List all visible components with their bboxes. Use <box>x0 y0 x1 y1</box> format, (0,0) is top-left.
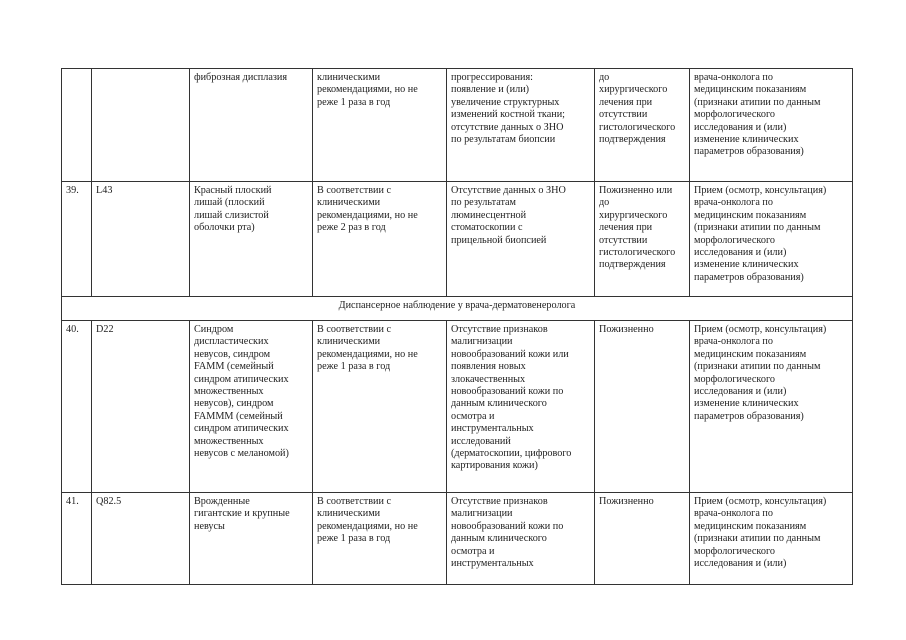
criteria-cell: Отсутствие признаков малигнизации новообразований кожи или появления новых злокачественных новообразований кожи по данным клинического осмотра и инструментальных исследований (дерматоскопии, цифрового картирования кожи) <box>447 321 595 493</box>
dispensary-observation-table <box>61 68 853 585</box>
row-number-cell <box>62 69 92 182</box>
actions-cell: Прием (осмотр, консультация) врача-онколога по медицинским показаниям (признаки атипии по данным морфологического исследования и (или) изменение клинических параметров образования) <box>690 321 853 493</box>
table-row <box>62 321 853 493</box>
duration-cell: Пожизненно <box>595 321 690 493</box>
duration-cell: до хирургического лечения при отсутствии гистологического подтверждения <box>595 69 690 182</box>
section-header-row <box>62 297 853 321</box>
actions-cell: Прием (осмотр, консультация) врача-онколога по медицинским показаниям (признаки атипии по данным морфологического исследования и (или) <box>690 493 853 585</box>
row-number-cell: 41. <box>62 493 92 585</box>
table-row <box>62 493 853 585</box>
icd-code-cell: D22 <box>92 321 190 493</box>
icd-code-cell <box>92 69 190 182</box>
disease-cell: Красный плоский лишай (плоский лишай слизистой оболочки рта) <box>190 182 313 297</box>
criteria-cell: Отсутствие данных о ЗНО по результатам люминесцентной стоматоскопии с прицельной биопсией <box>447 182 595 297</box>
frequency-cell: В соответствии с клиническими рекомендациями, но не реже 2 раз в год <box>313 182 447 297</box>
disease-cell: Врожденные гигантские и крупные невусы <box>190 493 313 585</box>
frequency-cell: В соответствии с клиническими рекомендациями, но не реже 1 раза в год <box>313 493 447 585</box>
criteria-cell: прогрессирования: появление и (или) увеличение структурных изменений костной ткани; отсутствие данных о ЗНО по результатам биопсии <box>447 69 595 182</box>
frequency-cell: В соответствии с клиническими рекомендациями, но не реже 1 раза в год <box>313 321 447 493</box>
table-row <box>62 69 853 182</box>
actions-cell: Прием (осмотр, консультация) врача-онколога по медицинским показаниям (признаки атипии по данным морфологического исследования и (или) изменение клинических параметров образования) <box>690 182 853 297</box>
icd-code-cell: L43 <box>92 182 190 297</box>
duration-cell: Пожизненно или до хирургического лечения при отсутствии гистологического подтверждения <box>595 182 690 297</box>
icd-code-cell: Q82.5 <box>92 493 190 585</box>
duration-cell: Пожизненно <box>595 493 690 585</box>
row-number-cell: 39. <box>62 182 92 297</box>
row-number-cell: 40. <box>62 321 92 493</box>
section-title: Диспансерное наблюдение у врача-дерматовенеролога <box>62 297 853 321</box>
table-row <box>62 182 853 297</box>
disease-cell: фиброзная дисплазия <box>190 69 313 182</box>
actions-cell: врача-онколога по медицинским показаниям (признаки атипии по данным морфологического исследования и (или) изменение клинических параметров образования) <box>690 69 853 182</box>
frequency-cell: клиническими рекомендациями, но не реже 1 раза в год <box>313 69 447 182</box>
disease-cell: Синдром диспластических невусов, синдром FAMM (семейный синдром атипических множественных невусов), синдром FAMMM (семейный синдром атипических множественных невусов с меланомой) <box>190 321 313 493</box>
criteria-cell: Отсутствие признаков малигнизации новообразований кожи по данным клинического осмотра и инструментальных <box>447 493 595 585</box>
